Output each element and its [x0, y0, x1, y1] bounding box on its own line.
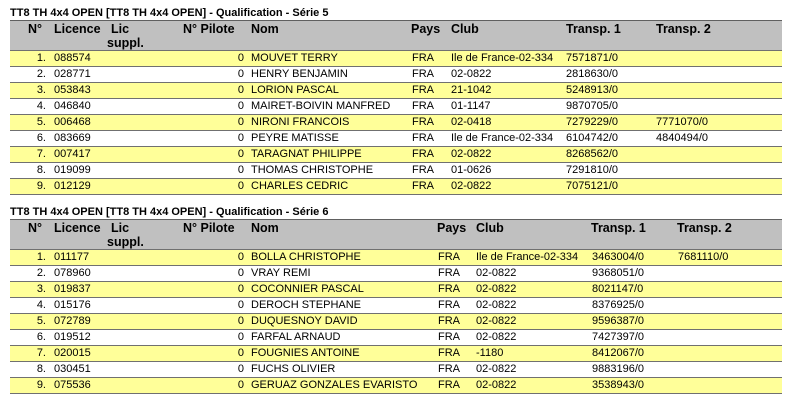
cell-nom: PEYRE MATISSE [251, 132, 339, 144]
cell-transp1: 6104742/0 [566, 132, 618, 144]
cell-num: 2. [36, 68, 46, 80]
cell-licence: 015176 [54, 299, 91, 311]
cell-nom: GERUAZ GONZALES EVARISTO [251, 379, 418, 391]
cell-licence: 011177 [54, 251, 90, 263]
cell-nom: FOUGNIES ANTOINE [251, 347, 360, 359]
cell-pilote: 0 [237, 347, 244, 359]
cell-pays: FRA [412, 84, 434, 96]
cell-licence: 020015 [54, 347, 91, 359]
cell-club: 02-0822 [451, 68, 492, 80]
cell-club: 02-0822 [476, 267, 517, 279]
cell-pays: FRA [438, 283, 460, 295]
cell-licence: 075536 [54, 379, 91, 391]
header-pilote: N° Pilote [183, 22, 235, 36]
cell-club: 02-0822 [451, 148, 492, 160]
cell-num: 5. [36, 315, 46, 327]
cell-pays: FRA [438, 315, 460, 327]
header-licence: Licence [54, 221, 101, 235]
header-suppl: suppl. [107, 235, 144, 249]
cell-pays: FRA [412, 132, 434, 144]
cell-pilote: 0 [237, 100, 244, 112]
header-suppl: suppl. [107, 36, 144, 50]
cell-pays: FRA [412, 148, 434, 160]
cell-pays: FRA [438, 363, 460, 375]
cell-nom: MOUVET TERRY [251, 52, 338, 64]
cell-pilote: 0 [237, 164, 244, 176]
cell-licence: 006468 [54, 116, 91, 128]
cell-club: 01-0626 [451, 164, 492, 176]
cell-club: 02-0822 [476, 379, 517, 391]
table-row [10, 297, 782, 313]
header-licence: Licence [54, 22, 101, 36]
cell-num: 3. [36, 84, 46, 96]
cell-num: 6. [36, 331, 46, 343]
cell-transp2: 7771070/0 [656, 116, 708, 128]
table-header [10, 219, 782, 249]
table-row [10, 178, 782, 195]
cell-nom: FARFAL ARNAUD [251, 331, 341, 343]
cell-licence: 019099 [54, 164, 91, 176]
table-row [10, 377, 782, 394]
cell-licence: 028771 [54, 68, 91, 80]
cell-num: 7. [36, 148, 46, 160]
cell-licence: 046840 [54, 100, 91, 112]
cell-nom: COCONNIER PASCAL [251, 283, 364, 295]
table-row [10, 50, 782, 66]
cell-num: 4. [36, 100, 46, 112]
table-row [10, 345, 782, 361]
cell-pays: FRA [412, 180, 434, 192]
cell-transp1: 8021147/0 [592, 283, 644, 295]
cell-licence: 012129 [54, 180, 91, 192]
cell-pays: FRA [438, 267, 460, 279]
cell-pays: FRA [412, 164, 434, 176]
cell-nom: DUQUESNOY DAVID [251, 315, 358, 327]
cell-transp1: 8412067/0 [592, 347, 644, 359]
cell-pilote: 0 [237, 331, 244, 343]
cell-nom: CHARLES CEDRIC [251, 180, 349, 192]
cell-num: 9. [36, 180, 46, 192]
cell-num: 4. [36, 299, 46, 311]
table-row [10, 249, 782, 265]
cell-pilote: 0 [237, 267, 244, 279]
cell-pilote: 0 [237, 363, 244, 375]
cell-licence: 072789 [54, 315, 91, 327]
cell-transp1: 7427397/0 [592, 331, 644, 343]
cell-licence: 030451 [54, 363, 91, 375]
cell-pays: FRA [412, 68, 434, 80]
cell-transp1: 3463004/0 [592, 251, 644, 263]
cell-num: 9. [36, 379, 46, 391]
cell-pilote: 0 [237, 251, 244, 263]
cell-transp1: 7279229/0 [566, 116, 618, 128]
cell-transp1: 9368051/0 [592, 267, 644, 279]
header-club: Club [476, 221, 504, 235]
table-row [10, 98, 782, 114]
table-row [10, 313, 782, 329]
table-row [10, 114, 782, 130]
cell-transp1: 5248913/0 [566, 84, 618, 96]
cell-pays: FRA [412, 116, 434, 128]
cell-pays: FRA [438, 331, 460, 343]
cell-nom: BOLLA CHRISTOPHE [251, 251, 361, 263]
table-row [10, 146, 782, 162]
cell-club: Ile de France-02-334 [476, 251, 579, 263]
table-body [10, 50, 782, 195]
section-title: TT8 TH 4x4 OPEN [TT8 TH 4x4 OPEN] - Qualification - Série 6 [10, 206, 329, 218]
cell-transp2: 4840494/0 [656, 132, 708, 144]
cell-licence: 078960 [54, 267, 91, 279]
cell-nom: LORION PASCAL [251, 84, 339, 96]
table-row [10, 361, 782, 377]
header-transp2: Transp. 2 [656, 22, 711, 36]
cell-nom: TARAGNAT PHILIPPE [251, 148, 362, 160]
cell-pays: FRA [438, 347, 460, 359]
cell-transp1: 2818630/0 [566, 68, 618, 80]
header-transp2: Transp. 2 [677, 221, 732, 235]
header-num: N° [28, 221, 43, 235]
cell-club: 02-0418 [451, 116, 492, 128]
results-section-serie-5 [10, 6, 782, 195]
cell-licence: 007417 [54, 148, 91, 160]
cell-club: 02-0822 [476, 299, 517, 311]
cell-nom: HENRY BENJAMIN [251, 68, 348, 80]
header-pays: Pays [411, 22, 441, 36]
cell-transp1: 9883196/0 [592, 363, 644, 375]
table-row [10, 130, 782, 146]
table-row [10, 265, 782, 281]
cell-club: 01-1147 [451, 100, 491, 112]
cell-transp1: 7291810/0 [566, 164, 618, 176]
cell-num: 5. [36, 116, 46, 128]
cell-licence: 019512 [54, 331, 91, 343]
header-nom: Nom [251, 221, 279, 235]
cell-licence: 019837 [54, 283, 91, 295]
cell-num: 1. [36, 251, 46, 263]
table-body [10, 249, 782, 394]
cell-transp1: 9596387/0 [592, 315, 644, 327]
cell-club: 02-0822 [476, 315, 517, 327]
cell-num: 8. [36, 363, 46, 375]
cell-club: 02-0822 [451, 180, 492, 192]
cell-nom: MAIRET-BOIVIN MANFRED [251, 100, 391, 112]
header-transp1: Transp. 1 [591, 221, 646, 235]
cell-num: 3. [36, 283, 46, 295]
cell-club: -1180 [476, 347, 504, 359]
header-pilote: N° Pilote [183, 221, 235, 235]
header-transp1: Transp. 1 [566, 22, 621, 36]
cell-transp1: 7571871/0 [566, 52, 618, 64]
header-lic: Lic [111, 221, 130, 235]
cell-club: Ile de France-02-334 [451, 52, 554, 64]
table-row [10, 281, 782, 297]
cell-pilote: 0 [237, 132, 244, 144]
cell-pilote: 0 [237, 116, 244, 128]
cell-transp1: 7075121/0 [566, 180, 618, 192]
header-num: N° [28, 22, 43, 36]
cell-pays: FRA [438, 299, 460, 311]
cell-transp1: 8376925/0 [592, 299, 644, 311]
header-club: Club [451, 22, 479, 36]
table-row [10, 82, 782, 98]
cell-pilote: 0 [237, 148, 244, 160]
cell-licence: 088574 [54, 52, 91, 64]
cell-club: 02-0822 [476, 331, 517, 343]
cell-transp1: 9870705/0 [566, 100, 618, 112]
table-header [10, 20, 782, 50]
cell-club: Ile de France-02-334 [451, 132, 554, 144]
header-pays: Pays [437, 221, 467, 235]
cell-licence: 053843 [54, 84, 91, 96]
cell-pilote: 0 [237, 299, 244, 311]
cell-nom: NIRONI FRANCOIS [251, 116, 350, 128]
cell-pilote: 0 [237, 68, 244, 80]
cell-pays: FRA [412, 52, 434, 64]
cell-num: 6. [36, 132, 46, 144]
cell-pays: FRA [412, 100, 434, 112]
cell-pilote: 0 [237, 84, 244, 96]
cell-pays: FRA [438, 251, 460, 263]
cell-pilote: 0 [237, 283, 244, 295]
cell-pilote: 0 [237, 52, 244, 64]
header-lic: Lic [111, 22, 130, 36]
cell-num: 1. [36, 52, 46, 64]
results-section-serie-6 [10, 205, 782, 394]
cell-club: 21-1042 [451, 84, 492, 96]
cell-pilote: 0 [237, 315, 244, 327]
table-row [10, 329, 782, 345]
section-title: TT8 TH 4x4 OPEN [TT8 TH 4x4 OPEN] - Qualification - Série 5 [10, 7, 329, 19]
table-row [10, 162, 782, 178]
cell-nom: THOMAS CHRISTOPHE [251, 164, 374, 176]
header-nom: Nom [251, 22, 279, 36]
cell-licence: 083669 [54, 132, 91, 144]
cell-transp2: 7681110/0 [678, 251, 729, 263]
cell-nom: FUCHS OLIVIER [251, 363, 336, 375]
cell-nom: DEROCH STEPHANE [251, 299, 362, 311]
cell-club: 02-0822 [476, 283, 517, 295]
cell-num: 7. [36, 347, 46, 359]
cell-pilote: 0 [237, 379, 244, 391]
cell-transp1: 8268562/0 [566, 148, 618, 160]
cell-transp1: 3538943/0 [592, 379, 644, 391]
cell-nom: VRAY REMI [251, 267, 311, 279]
cell-num: 8. [36, 164, 46, 176]
cell-num: 2. [36, 267, 46, 279]
cell-pilote: 0 [237, 180, 244, 192]
table-row [10, 66, 782, 82]
cell-club: 02-0822 [476, 363, 517, 375]
cell-pays: FRA [438, 379, 460, 391]
